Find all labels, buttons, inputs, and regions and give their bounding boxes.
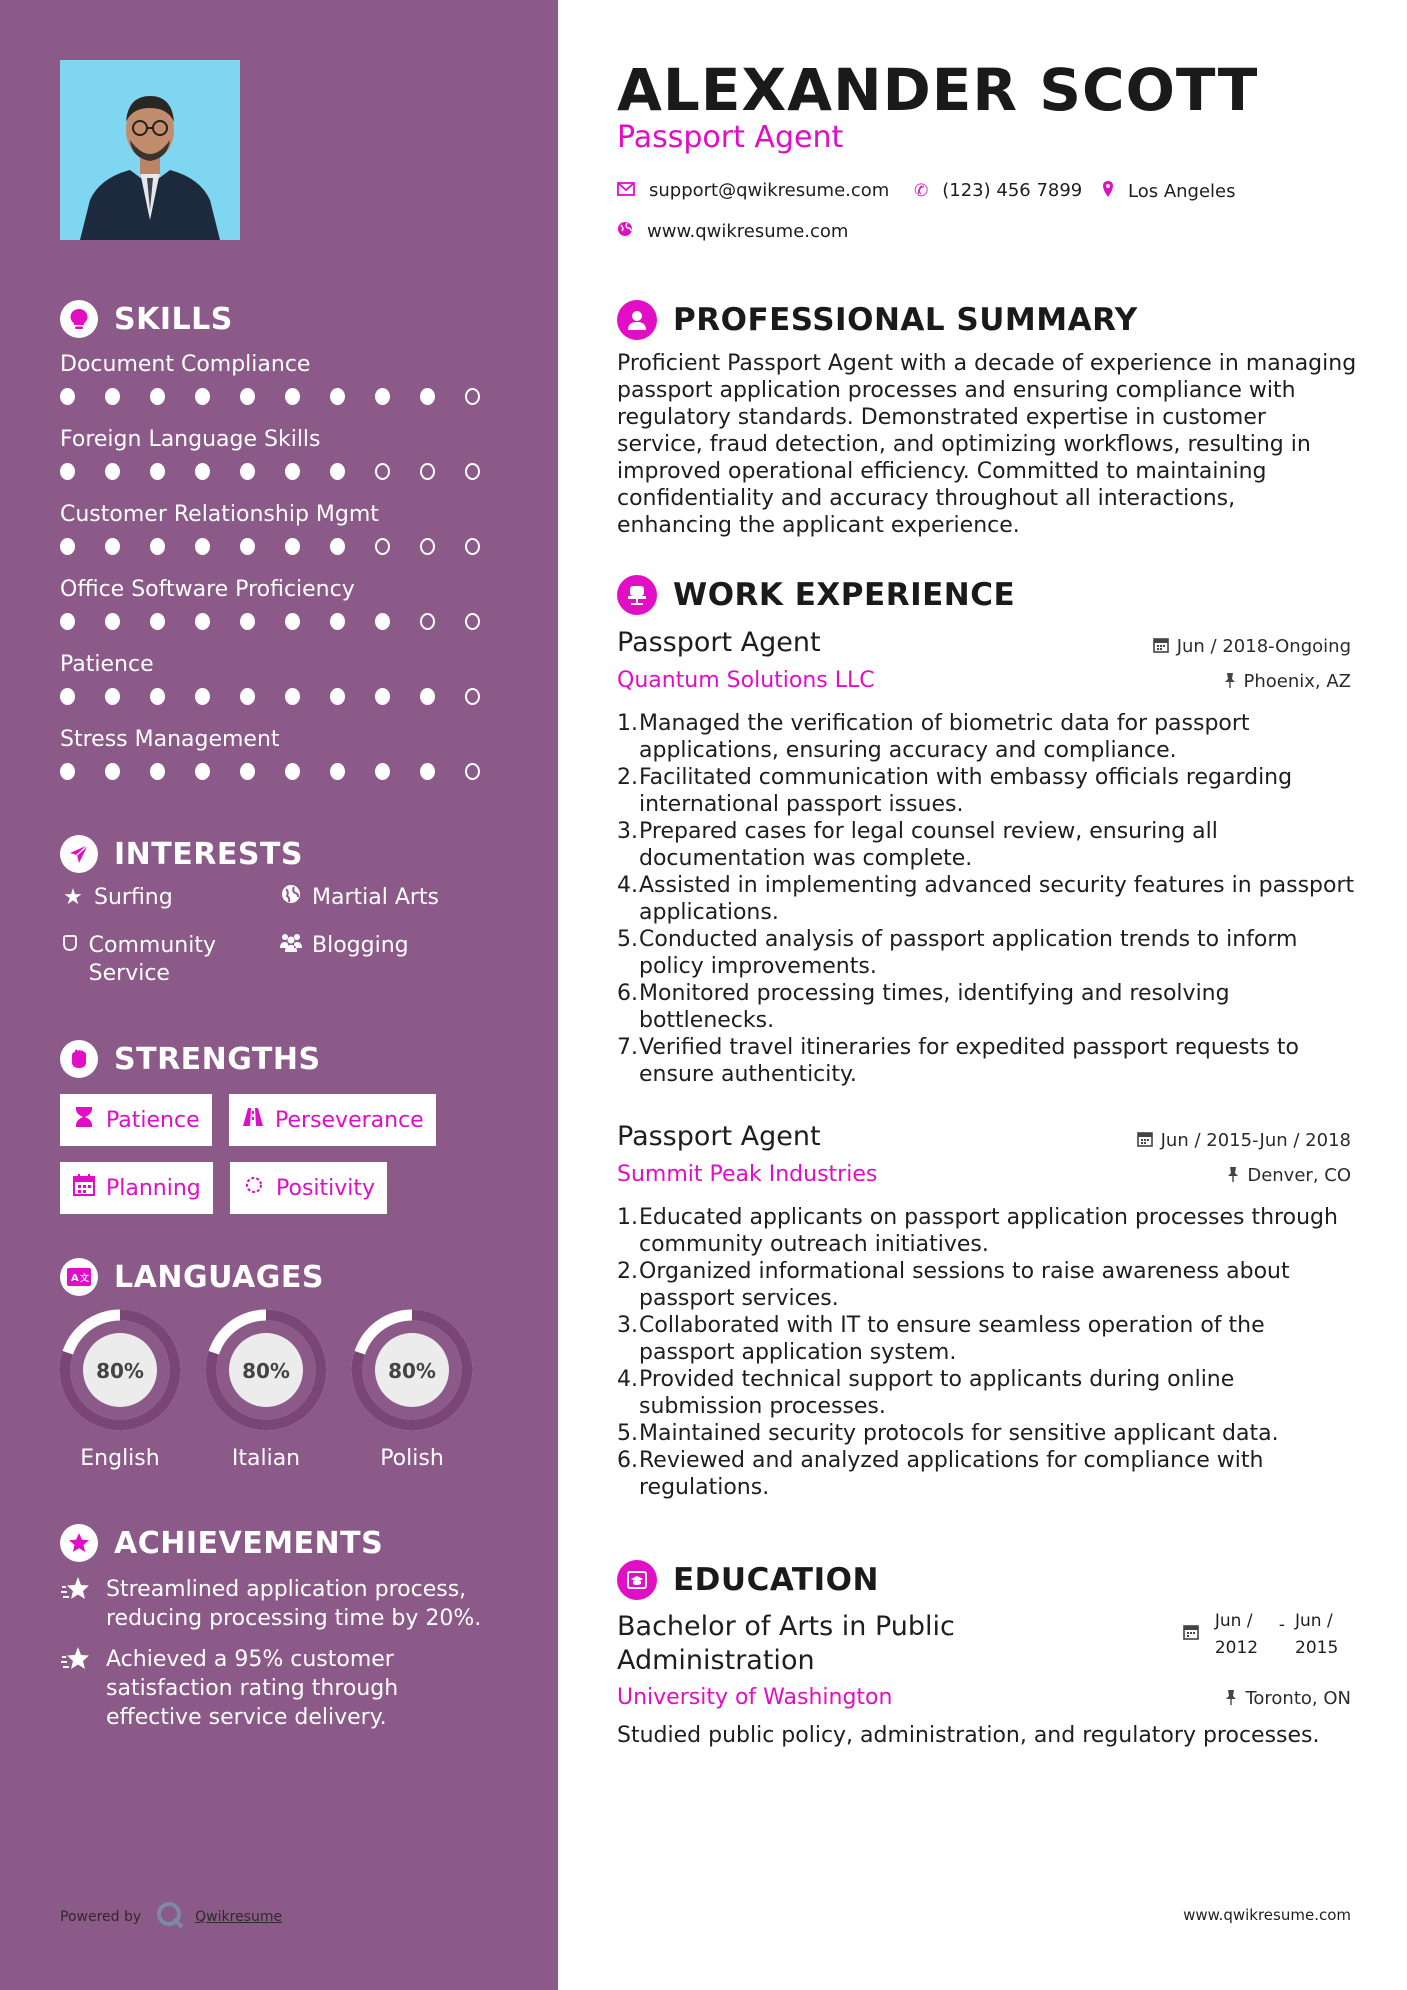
skill-rating [60, 463, 510, 480]
dates-text: Jun / 2018-Ongoing [1176, 636, 1351, 657]
user-icon [617, 300, 657, 340]
job-title: Passport Agent [617, 120, 844, 155]
summary-heading [617, 300, 1138, 340]
calendar-icon [72, 1174, 96, 1202]
rating-dot-filled [195, 388, 210, 405]
job-location [1224, 671, 1352, 692]
users-icon [278, 932, 304, 960]
rating-dot-filled [105, 763, 120, 780]
rating-dot-filled [150, 613, 165, 630]
rating-dot-filled [330, 463, 345, 480]
job-location [1227, 1165, 1351, 1186]
qwikresume-link[interactable]: Qwikresume [195, 1909, 283, 1925]
skill-rating [60, 388, 510, 405]
interests-title: INTERESTS [114, 836, 303, 872]
rating-dot-filled [285, 688, 300, 705]
graduation-cap-icon [617, 1560, 657, 1600]
skill-name: Document Compliance [60, 352, 311, 377]
strength-badge [60, 1094, 212, 1146]
phone-icon: ✆ [914, 180, 929, 201]
rating-dot-filled [240, 388, 255, 405]
achievement-text: Achieved a 95% customer satisfaction rating through effective service delivery. [106, 1647, 399, 1730]
strengths-heading [60, 1040, 321, 1078]
language-ring [350, 1308, 474, 1432]
job-role: Passport Agent [617, 627, 821, 658]
powered-by [60, 1900, 282, 1934]
interest-item [278, 884, 439, 912]
rating-dot-filled [195, 463, 210, 480]
duty-item: 4. Provided technical support to applicants during online submission processes. [617, 1366, 1357, 1420]
interest-item [60, 932, 260, 988]
rating-dot-filled [195, 763, 210, 780]
rating-dot-filled [240, 763, 255, 780]
powered-by-label: Powered by [60, 1909, 142, 1925]
duty-item: 3. Collaborated with IT to ensure seamless operation of the passport application system. [617, 1312, 1357, 1366]
rating-dot-empty [375, 538, 390, 555]
main-content [558, 0, 1407, 1990]
skill-item [60, 350, 510, 405]
skill-item [60, 725, 510, 780]
rating-dot-filled [330, 688, 345, 705]
skill-item [60, 500, 510, 555]
rating-dot-empty [420, 538, 435, 555]
job-dates [1137, 1130, 1351, 1151]
duty-item: 1. Managed the verification of biometric data for passport applications, ensuring accuracy and compliance. [617, 710, 1357, 764]
strength-badge [230, 1162, 387, 1214]
language-icon [60, 1258, 98, 1296]
rating-dot-filled [105, 388, 120, 405]
strength-label: Positivity [276, 1175, 376, 1201]
rating-dot-filled [420, 688, 435, 705]
rating-dot-filled [240, 538, 255, 555]
rating-dot-empty [420, 613, 435, 630]
duty-item: 7. Verified travel itineraries for expedited passport requests to ensure authenticity. [617, 1034, 1357, 1088]
phone-text: (123) 456 7899 [942, 180, 1083, 201]
rating-dot-filled [150, 388, 165, 405]
rating-dot-filled [285, 763, 300, 780]
paper-plane-icon [60, 835, 98, 873]
rating-dot-empty [465, 463, 480, 480]
star-icon: ★ [63, 885, 83, 910]
duty-text: Reviewed and analyzed applications for compliance with regulations. [639, 1448, 1264, 1500]
skill-name: Patience [60, 652, 154, 677]
rating-dot-filled [60, 688, 75, 705]
stars-icon [60, 1575, 94, 1633]
strengths-title: STRENGTHS [114, 1041, 321, 1077]
achievement-text: Streamlined application process, reducing processing time by 20%. [106, 1577, 482, 1631]
strength-label: Planning [106, 1175, 201, 1201]
interest-label: Blogging [312, 933, 409, 958]
star-badge-icon [60, 1524, 98, 1562]
rating-dot-filled [150, 688, 165, 705]
duty-item: 6. Reviewed and analyzed applications for compliance with regulations. [617, 1447, 1357, 1501]
rating-dot-filled [240, 613, 255, 630]
rating-dot-filled [105, 538, 120, 555]
company-name: Quantum Solutions LLC [617, 668, 875, 693]
skill-item [60, 650, 510, 705]
duty-text: Educated applicants on passport application processes through community outreach initiatives. [639, 1205, 1338, 1257]
duty-item: 5. Maintained security protocols for sensitive applicant data. [617, 1421, 1279, 1446]
rating-dot-filled [60, 463, 75, 480]
stars-icon [60, 1645, 94, 1732]
duty-text: Facilitated communication with embassy officials regarding international passport issues. [639, 765, 1293, 817]
globe-icon [617, 221, 633, 242]
strength-badge [60, 1162, 213, 1214]
email-text[interactable]: support@qwikresume.com [649, 180, 890, 201]
envelope-icon [617, 181, 635, 201]
duty-text: Managed the verification of biometric data for passport applications, ensuring accuracy and compliance. [639, 711, 1250, 763]
experience-title: WORK EXPERIENCE [673, 577, 1016, 613]
duty-item: 2. Organized informational sessions to raise awareness about passport services. [617, 1258, 1357, 1312]
svg-text:文: 文 [80, 1274, 90, 1284]
achievements-heading [60, 1524, 383, 1562]
skill-rating [60, 538, 510, 555]
contact-location [1102, 180, 1236, 203]
duty-text: Verified travel itineraries for expedited passport requests to ensure authenticity. [639, 1035, 1299, 1087]
rating-dot-filled [195, 613, 210, 630]
language-ring [58, 1308, 182, 1432]
rating-dot-filled [285, 463, 300, 480]
rating-dot-empty [465, 763, 480, 780]
summary-text: Proficient Passport Agent with a decade of experience in managing passport application processes and ensuring compliance with regulatory standards. Demonstrated expertise in customer service, fraud detection, and optimizing workflows, resulting in improved operational efficiency. Committed to maintaining confidentiality and accuracy throughout all interactions, enhancing the applicant experience. [617, 351, 1357, 538]
strength-badge [229, 1094, 436, 1146]
skill-name: Foreign Language Skills [60, 427, 321, 452]
summary-title: PROFESSIONAL SUMMARY [673, 302, 1138, 338]
skill-name: Office Software Proficiency [60, 577, 355, 602]
website-link[interactable]: www.qwikresume.com [647, 221, 849, 242]
location-text: Denver, CO [1247, 1165, 1351, 1186]
hand-icon [60, 932, 81, 960]
lightbulb-icon [60, 300, 98, 338]
education-heading [617, 1560, 879, 1600]
skill-rating [60, 763, 510, 780]
rating-dot-filled [285, 538, 300, 555]
rating-dot-filled [150, 538, 165, 555]
language-item [204, 1308, 328, 1471]
location-text: Toronto, ON [1245, 1688, 1351, 1709]
rating-dot-empty [465, 538, 480, 555]
rating-dot-filled [420, 763, 435, 780]
rating-dot-filled [60, 763, 75, 780]
school-name: University of Washington [617, 1685, 893, 1710]
rating-dot-filled [60, 388, 75, 405]
rating-dot-filled [330, 763, 345, 780]
achievement-item [60, 1575, 500, 1633]
achievements-title: ACHIEVEMENTS [114, 1525, 384, 1561]
rating-dot-filled [285, 613, 300, 630]
rating-dot-filled [330, 538, 345, 555]
duty-text: Organized informational sessions to raise awareness about passport services. [639, 1259, 1290, 1311]
contact-email [617, 180, 889, 201]
rating-dot-filled [330, 613, 345, 630]
language-ring [204, 1308, 328, 1432]
languages-heading [60, 1258, 324, 1296]
skill-item [60, 575, 510, 630]
rating-dot-filled [105, 688, 120, 705]
skills-heading [60, 300, 233, 338]
rating-dot-filled [195, 688, 210, 705]
strength-label: Patience [106, 1107, 200, 1133]
location-text: Los Angeles [1128, 181, 1236, 202]
language-level: 80% [388, 1359, 436, 1383]
education-title: EDUCATION [673, 1562, 879, 1598]
end-date: Jun / 2015 [1295, 1611, 1339, 1658]
achievement-item [60, 1645, 500, 1732]
education-description: Studied public policy, administration, and regulatory processes. [617, 1723, 1320, 1748]
map-pin-icon [1102, 180, 1114, 203]
job-duties [617, 710, 1357, 1088]
rating-dot-filled [240, 463, 255, 480]
duty-item: 1. Educated applicants on passport application processes through community outreach initiatives. [617, 1204, 1357, 1258]
duty-text: Assisted in implementing advanced security features in passport applications. [639, 873, 1355, 925]
calendar-icon [1137, 1131, 1153, 1151]
education-location [1225, 1688, 1351, 1709]
languages-title: LANGUAGES [114, 1259, 324, 1295]
pushpin-icon [1225, 1689, 1237, 1709]
location-text: Phoenix, AZ [1243, 671, 1351, 692]
person-name: ALEXANDER SCOTT [617, 56, 1259, 124]
rating-dot-empty [465, 688, 480, 705]
interest-label: Martial Arts [312, 885, 440, 910]
interest-item [60, 884, 173, 912]
profile-photo [60, 60, 240, 240]
rating-dot-empty [465, 613, 480, 630]
rating-dot-filled [420, 388, 435, 405]
experience-heading [617, 575, 1015, 615]
skills-title: SKILLS [114, 301, 233, 337]
interest-item [278, 932, 409, 960]
language-item [350, 1308, 474, 1471]
pushpin-icon [1227, 1166, 1239, 1186]
rating-dot-filled [195, 538, 210, 555]
duty-text: Provided technical support to applicants during online submission processes. [639, 1367, 1235, 1419]
duty-text: Monitored processing times, identifying and resolving bottlenecks. [639, 981, 1230, 1033]
skill-name: Stress Management [60, 727, 280, 752]
duty-item: 6. Monitored processing times, identifying and resolving bottlenecks. [617, 980, 1357, 1034]
duty-item: 3. Prepared cases for legal counsel review, ensuring all documentation was complete. [617, 818, 1357, 872]
interest-label: Surfing [94, 885, 173, 910]
rating-dot-empty [465, 388, 480, 405]
sidebar [0, 0, 558, 1990]
job-role: Passport Agent [617, 1121, 821, 1152]
rating-dot-filled [150, 463, 165, 480]
fist-icon [60, 1040, 98, 1078]
job-dates [1153, 636, 1351, 657]
rating-dot-filled [375, 388, 390, 405]
road-icon [241, 1107, 265, 1133]
start-date: Jun / 2012 [1214, 1611, 1259, 1658]
date-separator: - [1278, 1615, 1285, 1635]
rating-dot-filled [375, 613, 390, 630]
rating-dot-filled [150, 763, 165, 780]
duty-text: Conducted analysis of passport application trends to inform policy improvements. [639, 927, 1298, 979]
rating-dot-empty [420, 463, 435, 480]
duty-text: Collaborated with IT to ensure seamless operation of the passport application system. [639, 1313, 1265, 1365]
education-dates [1183, 1608, 1351, 1662]
company-name: Summit Peak Industries [617, 1162, 878, 1187]
duty-item: 5. Conducted analysis of passport application trends to inform policy improvements. [617, 926, 1357, 980]
language-name: English [80, 1446, 160, 1471]
interests-heading [60, 835, 303, 873]
interest-label: Community Service [88, 933, 216, 986]
hourglass-icon [72, 1106, 96, 1134]
globe-icon [278, 884, 304, 912]
rating-dot-filled [330, 388, 345, 405]
dates-text: Jun / 2015-Jun / 2018 [1160, 1130, 1351, 1151]
skill-name: Customer Relationship Mgmt [60, 502, 379, 527]
skill-rating [60, 688, 510, 705]
duty-text: Prepared cases for legal counsel review, ensuring all documentation was complete. [639, 819, 1218, 871]
duty-item: 2. Facilitated communication with embassy officials regarding international passport issues. [617, 764, 1357, 818]
rating-dot-filled [60, 613, 75, 630]
rating-dot-filled [240, 688, 255, 705]
job-duties [617, 1204, 1357, 1501]
contact-website [617, 221, 848, 242]
rating-dot-filled [105, 463, 120, 480]
language-name: Italian [231, 1446, 301, 1471]
qwikresume-logo-icon [155, 1900, 185, 1934]
duty-item: 4. Assisted in implementing advanced security features in passport applications. [617, 872, 1357, 926]
rating-dot-filled [375, 688, 390, 705]
language-name: Polish [380, 1446, 444, 1471]
strength-label: Perseverance [275, 1107, 424, 1133]
language-level: 80% [96, 1359, 144, 1383]
language-item [58, 1308, 182, 1471]
rating-dot-filled [375, 763, 390, 780]
degree-title: Bachelor of Arts in Public Administration [617, 1611, 955, 1676]
skill-rating [60, 613, 510, 630]
rating-dot-empty [375, 463, 390, 480]
contact-phone [914, 180, 1082, 201]
sun-icon [242, 1174, 266, 1202]
calendar-icon [1183, 1622, 1199, 1662]
rating-dot-filled [285, 388, 300, 405]
language-level: 80% [242, 1359, 290, 1383]
footer-website-link[interactable]: www.qwikresume.com [1183, 1906, 1351, 1924]
pushpin-icon [1224, 672, 1236, 692]
calendar-icon [1153, 637, 1169, 657]
chair-icon [617, 575, 657, 615]
skill-item [60, 425, 510, 480]
duty-text: Maintained security protocols for sensitive applicant data. [639, 1421, 1279, 1446]
rating-dot-filled [105, 613, 120, 630]
svg-text:A: A [71, 1273, 80, 1284]
rating-dot-filled [60, 538, 75, 555]
